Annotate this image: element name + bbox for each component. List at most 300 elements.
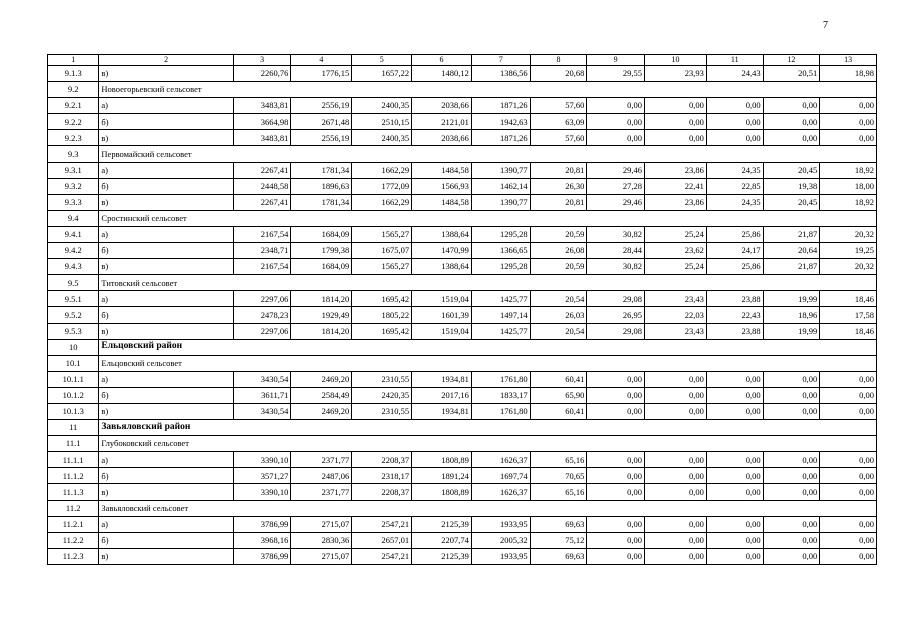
value-cell: 0,00 <box>587 371 645 387</box>
value-cell: 2469,20 <box>291 403 352 419</box>
value-cell: 0,00 <box>820 532 877 548</box>
row-number: 9.3.1 <box>48 162 99 178</box>
value-cell: 2121,01 <box>412 114 472 130</box>
row-number: 9.5.3 <box>48 323 99 339</box>
row-letter: в) <box>99 259 233 275</box>
value-cell: 0,00 <box>706 452 763 468</box>
value-cell: 1626,37 <box>471 452 530 468</box>
column-header: 1 <box>48 55 99 66</box>
row-letter: а) <box>99 371 233 387</box>
value-cell: 2167,54 <box>233 226 291 242</box>
row-letter: а) <box>99 516 233 532</box>
value-cell: 0,00 <box>820 468 877 484</box>
row-number: 9.4.1 <box>48 226 99 242</box>
value-cell: 1480,12 <box>412 66 472 82</box>
value-cell: 23,86 <box>645 162 707 178</box>
value-cell: 0,00 <box>706 516 763 532</box>
value-cell: 2547,21 <box>352 548 412 564</box>
value-cell: 26,30 <box>530 178 587 194</box>
value-cell: 1871,26 <box>471 98 530 114</box>
row-number: 9.3 <box>48 146 99 162</box>
column-header: 4 <box>291 55 352 66</box>
row-letter: б) <box>99 114 233 130</box>
value-cell: 65,90 <box>530 387 587 403</box>
value-cell: 0,00 <box>587 516 645 532</box>
value-cell: 1565,27 <box>352 259 412 275</box>
value-cell: 2207,74 <box>412 532 472 548</box>
column-header: 7 <box>471 55 530 66</box>
value-cell: 2671,48 <box>291 114 352 130</box>
value-cell: 1519,04 <box>412 291 472 307</box>
value-cell: 3786,99 <box>233 548 291 564</box>
row-number: 10.1.1 <box>48 371 99 387</box>
value-cell: 1934,81 <box>412 403 472 419</box>
value-cell: 1761,80 <box>471 371 530 387</box>
value-cell: 69,63 <box>530 548 587 564</box>
value-cell: 0,00 <box>820 114 877 130</box>
value-cell: 0,00 <box>587 387 645 403</box>
value-cell: 0,00 <box>645 532 707 548</box>
row-letter: б) <box>99 532 233 548</box>
value-cell: 1388,64 <box>412 226 472 242</box>
value-cell: 26,03 <box>530 307 587 323</box>
table-row <box>48 194 877 210</box>
value-cell: 3483,81 <box>233 98 291 114</box>
row-number: 11.2.3 <box>48 548 99 564</box>
value-cell: 26,08 <box>530 243 587 259</box>
value-cell: 0,00 <box>706 98 763 114</box>
value-cell: 2125,39 <box>412 516 472 532</box>
value-cell: 0,00 <box>645 403 707 419</box>
value-cell: 0,00 <box>587 130 645 146</box>
value-cell: 22,43 <box>706 307 763 323</box>
table-row <box>48 114 877 130</box>
value-cell: 0,00 <box>763 516 820 532</box>
value-cell: 25,86 <box>706 226 763 242</box>
value-cell: 0,00 <box>820 130 877 146</box>
value-cell: 1776,15 <box>291 66 352 82</box>
value-cell: 1684,09 <box>291 226 352 242</box>
value-cell: 25,24 <box>645 226 707 242</box>
district-header-row <box>48 420 877 436</box>
table-row <box>48 307 877 323</box>
row-number: 10 <box>48 339 99 355</box>
value-cell: 0,00 <box>645 516 707 532</box>
value-cell: 0,00 <box>645 114 707 130</box>
value-cell: 2038,66 <box>412 130 472 146</box>
value-cell: 1565,27 <box>352 226 412 242</box>
column-header-row <box>48 55 877 66</box>
table-row <box>48 226 877 242</box>
value-cell: 0,00 <box>820 387 877 403</box>
value-cell: 0,00 <box>587 452 645 468</box>
value-cell: 0,00 <box>820 516 877 532</box>
value-cell: 21,87 <box>763 259 820 275</box>
value-cell: 1896,63 <box>291 178 352 194</box>
table-row <box>48 452 877 468</box>
row-number: 9.5.2 <box>48 307 99 323</box>
value-cell: 2297,06 <box>233 291 291 307</box>
value-cell: 27,28 <box>587 178 645 194</box>
tariff-table <box>47 54 877 565</box>
value-cell: 2400,35 <box>352 98 412 114</box>
row-number: 11.1.2 <box>48 468 99 484</box>
value-cell: 20,68 <box>530 66 587 82</box>
value-cell: 29,55 <box>587 66 645 82</box>
value-cell: 2310,55 <box>352 403 412 419</box>
value-cell: 1814,20 <box>291 323 352 339</box>
value-cell: 2208,37 <box>352 452 412 468</box>
table-body <box>48 55 877 565</box>
value-cell: 3390,10 <box>233 484 291 500</box>
value-cell: 0,00 <box>706 532 763 548</box>
value-cell: 2208,37 <box>352 484 412 500</box>
value-cell: 1929,49 <box>291 307 352 323</box>
value-cell: 3390,10 <box>233 452 291 468</box>
row-letter: в) <box>99 403 233 419</box>
table-row <box>48 516 877 532</box>
value-cell: 2038,66 <box>412 98 472 114</box>
value-cell: 20,59 <box>530 226 587 242</box>
value-cell: 0,00 <box>645 387 707 403</box>
value-cell: 1390,77 <box>471 162 530 178</box>
value-cell: 1425,77 <box>471 323 530 339</box>
district-header-row <box>48 339 877 355</box>
value-cell: 0,00 <box>763 371 820 387</box>
section-header-row <box>48 82 877 98</box>
value-cell: 1933,95 <box>471 516 530 532</box>
value-cell: 2310,55 <box>352 371 412 387</box>
value-cell: 1386,56 <box>471 66 530 82</box>
value-cell: 0,00 <box>763 468 820 484</box>
row-number: 9.2 <box>48 82 99 98</box>
value-cell: 0,00 <box>820 98 877 114</box>
value-cell: 1462,14 <box>471 178 530 194</box>
value-cell: 1695,42 <box>352 323 412 339</box>
value-cell: 1695,42 <box>352 291 412 307</box>
column-header: 3 <box>233 55 291 66</box>
value-cell: 30,82 <box>587 226 645 242</box>
table-row <box>48 323 877 339</box>
value-cell: 2267,41 <box>233 194 291 210</box>
value-cell: 0,00 <box>706 403 763 419</box>
row-number: 10.1.2 <box>48 387 99 403</box>
value-cell: 20,32 <box>820 259 877 275</box>
value-cell: 3430,54 <box>233 403 291 419</box>
row-number: 11.1 <box>48 436 99 452</box>
value-cell: 0,00 <box>820 452 877 468</box>
column-header: 8 <box>530 55 587 66</box>
column-header: 11 <box>706 55 763 66</box>
value-cell: 0,00 <box>706 130 763 146</box>
value-cell: 0,00 <box>645 548 707 564</box>
value-cell: 2715,07 <box>291 548 352 564</box>
value-cell: 18,46 <box>820 291 877 307</box>
value-cell: 65,16 <box>530 452 587 468</box>
value-cell: 0,00 <box>587 532 645 548</box>
value-cell: 2125,39 <box>412 548 472 564</box>
value-cell: 1662,29 <box>352 162 412 178</box>
value-cell: 24,43 <box>706 66 763 82</box>
table-row <box>48 178 877 194</box>
column-header: 5 <box>352 55 412 66</box>
table-row <box>48 468 877 484</box>
row-letter: б) <box>99 243 233 259</box>
row-letter: в) <box>99 66 233 82</box>
value-cell: 0,00 <box>645 452 707 468</box>
value-cell: 70,65 <box>530 468 587 484</box>
row-letter: б) <box>99 387 233 403</box>
value-cell: 20,51 <box>763 66 820 82</box>
value-cell: 2267,41 <box>233 162 291 178</box>
row-number: 9.4 <box>48 210 99 226</box>
row-letter: а) <box>99 162 233 178</box>
section-header-row <box>48 500 877 516</box>
value-cell: 20,59 <box>530 259 587 275</box>
column-header: 13 <box>820 55 877 66</box>
value-cell: 20,54 <box>530 291 587 307</box>
section-name: Сростинский сельсовет <box>99 210 877 226</box>
value-cell: 0,00 <box>587 98 645 114</box>
row-letter: б) <box>99 178 233 194</box>
value-cell: 3483,81 <box>233 130 291 146</box>
value-cell: 0,00 <box>645 468 707 484</box>
page-number: 7 <box>823 20 828 31</box>
value-cell: 20,64 <box>763 243 820 259</box>
value-cell: 20,81 <box>530 194 587 210</box>
value-cell: 0,00 <box>763 452 820 468</box>
row-number: 9.2.2 <box>48 114 99 130</box>
row-number: 11.1.1 <box>48 452 99 468</box>
value-cell: 1808,89 <box>412 452 472 468</box>
table-row <box>48 259 877 275</box>
section-name: Первомайский сельсовет <box>99 146 877 162</box>
value-cell: 23,88 <box>706 323 763 339</box>
value-cell: 1390,77 <box>471 194 530 210</box>
table-row <box>48 130 877 146</box>
value-cell: 2260,76 <box>233 66 291 82</box>
value-cell: 20,32 <box>820 226 877 242</box>
value-cell: 22,03 <box>645 307 707 323</box>
section-name: Глубоковский сельсовет <box>99 436 877 452</box>
value-cell: 0,00 <box>587 484 645 500</box>
value-cell: 57,60 <box>530 130 587 146</box>
section-header-row <box>48 436 877 452</box>
value-cell: 19,25 <box>820 243 877 259</box>
value-cell: 2584,49 <box>291 387 352 403</box>
row-letter: в) <box>99 548 233 564</box>
value-cell: 2371,77 <box>291 484 352 500</box>
value-cell: 29,08 <box>587 291 645 307</box>
value-cell: 1675,07 <box>352 243 412 259</box>
section-name: Титовский сельсовет <box>99 275 877 291</box>
value-cell: 18,96 <box>763 307 820 323</box>
value-cell: 3786,99 <box>233 516 291 532</box>
value-cell: 2420,35 <box>352 387 412 403</box>
value-cell: 1484,58 <box>412 194 472 210</box>
table-row <box>48 484 877 500</box>
value-cell: 20,54 <box>530 323 587 339</box>
value-cell: 23,43 <box>645 291 707 307</box>
value-cell: 2510,15 <box>352 114 412 130</box>
row-number: 11.2.2 <box>48 532 99 548</box>
value-cell: 2318,17 <box>352 468 412 484</box>
value-cell: 60,41 <box>530 403 587 419</box>
value-cell: 18,46 <box>820 323 877 339</box>
value-cell: 0,00 <box>763 387 820 403</box>
value-cell: 75,12 <box>530 532 587 548</box>
column-header: 10 <box>645 55 707 66</box>
value-cell: 19,99 <box>763 291 820 307</box>
value-cell: 20,45 <box>763 194 820 210</box>
value-cell: 18,98 <box>820 66 877 82</box>
value-cell: 1934,81 <box>412 371 472 387</box>
value-cell: 1626,37 <box>471 484 530 500</box>
value-cell: 2547,21 <box>352 516 412 532</box>
row-letter: в) <box>99 194 233 210</box>
row-number: 11.2.1 <box>48 516 99 532</box>
value-cell: 0,00 <box>763 548 820 564</box>
section-name: Новоегорьевский сельсовет <box>99 82 877 98</box>
value-cell: 17,58 <box>820 307 877 323</box>
value-cell: 2830,36 <box>291 532 352 548</box>
district-name: Ельцовский район <box>99 339 877 355</box>
row-number: 10.1 <box>48 355 99 371</box>
value-cell: 29,08 <box>587 323 645 339</box>
column-header: 2 <box>99 55 233 66</box>
value-cell: 3664,98 <box>233 114 291 130</box>
row-number: 10.1.3 <box>48 403 99 419</box>
value-cell: 1933,95 <box>471 548 530 564</box>
value-cell: 1601,39 <box>412 307 472 323</box>
value-cell: 1761,80 <box>471 403 530 419</box>
value-cell: 2556,19 <box>291 130 352 146</box>
value-cell: 23,88 <box>706 291 763 307</box>
value-cell: 28,44 <box>587 243 645 259</box>
value-cell: 0,00 <box>820 484 877 500</box>
value-cell: 0,00 <box>820 548 877 564</box>
row-number: 9.4.2 <box>48 243 99 259</box>
value-cell: 1891,24 <box>412 468 472 484</box>
value-cell: 18,92 <box>820 162 877 178</box>
value-cell: 29,46 <box>587 162 645 178</box>
value-cell: 1781,34 <box>291 162 352 178</box>
row-letter: а) <box>99 291 233 307</box>
value-cell: 23,43 <box>645 323 707 339</box>
value-cell: 2448,58 <box>233 178 291 194</box>
row-number: 9.3.2 <box>48 178 99 194</box>
table-row <box>48 548 877 564</box>
row-number: 9.2.3 <box>48 130 99 146</box>
value-cell: 1684,09 <box>291 259 352 275</box>
section-name: Завьяловский сельсовет <box>99 500 877 516</box>
row-letter: а) <box>99 98 233 114</box>
value-cell: 24,35 <box>706 194 763 210</box>
value-cell: 19,38 <box>763 178 820 194</box>
row-number: 9.1.3 <box>48 66 99 82</box>
value-cell: 1833,17 <box>471 387 530 403</box>
value-cell: 2297,06 <box>233 323 291 339</box>
value-cell: 23,93 <box>645 66 707 82</box>
table-row <box>48 387 877 403</box>
value-cell: 0,00 <box>587 403 645 419</box>
value-cell: 0,00 <box>645 130 707 146</box>
value-cell: 0,00 <box>706 468 763 484</box>
value-cell: 18,92 <box>820 194 877 210</box>
value-cell: 1808,89 <box>412 484 472 500</box>
value-cell: 1295,28 <box>471 259 530 275</box>
value-cell: 1799,38 <box>291 243 352 259</box>
table-row <box>48 532 877 548</box>
column-header: 12 <box>763 55 820 66</box>
value-cell: 22,41 <box>645 178 707 194</box>
row-number: 9.4.3 <box>48 259 99 275</box>
value-cell: 2371,77 <box>291 452 352 468</box>
value-cell: 20,45 <box>763 162 820 178</box>
value-cell: 1366,65 <box>471 243 530 259</box>
row-number: 9.2.1 <box>48 98 99 114</box>
value-cell: 29,46 <box>587 194 645 210</box>
row-letter: б) <box>99 468 233 484</box>
value-cell: 0,00 <box>706 484 763 500</box>
value-cell: 0,00 <box>706 387 763 403</box>
value-cell: 20,81 <box>530 162 587 178</box>
table-row <box>48 98 877 114</box>
row-letter: в) <box>99 323 233 339</box>
value-cell: 0,00 <box>587 468 645 484</box>
value-cell: 2167,54 <box>233 259 291 275</box>
value-cell: 25,86 <box>706 259 763 275</box>
value-cell: 2348,71 <box>233 243 291 259</box>
value-cell: 65,16 <box>530 484 587 500</box>
value-cell: 30,82 <box>587 259 645 275</box>
value-cell: 1942,63 <box>471 114 530 130</box>
row-number: 11.1.3 <box>48 484 99 500</box>
section-name: Ельцовский сельсовет <box>99 355 877 371</box>
value-cell: 21,87 <box>763 226 820 242</box>
value-cell: 0,00 <box>645 98 707 114</box>
table-row <box>48 162 877 178</box>
value-cell: 3430,54 <box>233 371 291 387</box>
value-cell: 0,00 <box>587 548 645 564</box>
value-cell: 0,00 <box>763 484 820 500</box>
value-cell: 2400,35 <box>352 130 412 146</box>
value-cell: 19,99 <box>763 323 820 339</box>
section-header-row <box>48 355 877 371</box>
value-cell: 0,00 <box>820 371 877 387</box>
value-cell: 1497,14 <box>471 307 530 323</box>
table-row <box>48 291 877 307</box>
value-cell: 1814,20 <box>291 291 352 307</box>
row-number: 11.2 <box>48 500 99 516</box>
row-letter: а) <box>99 226 233 242</box>
section-header-row <box>48 146 877 162</box>
value-cell: 2017,16 <box>412 387 472 403</box>
value-cell: 2478,23 <box>233 307 291 323</box>
value-cell: 2469,20 <box>291 371 352 387</box>
value-cell: 1484,58 <box>412 162 472 178</box>
value-cell: 1772,09 <box>352 178 412 194</box>
value-cell: 0,00 <box>820 403 877 419</box>
column-header: 9 <box>587 55 645 66</box>
value-cell: 2715,07 <box>291 516 352 532</box>
value-cell: 0,00 <box>645 371 707 387</box>
value-cell: 3968,16 <box>233 532 291 548</box>
value-cell: 24,17 <box>706 243 763 259</box>
row-number: 11 <box>48 420 99 436</box>
value-cell: 25,24 <box>645 259 707 275</box>
row-letter: в) <box>99 130 233 146</box>
